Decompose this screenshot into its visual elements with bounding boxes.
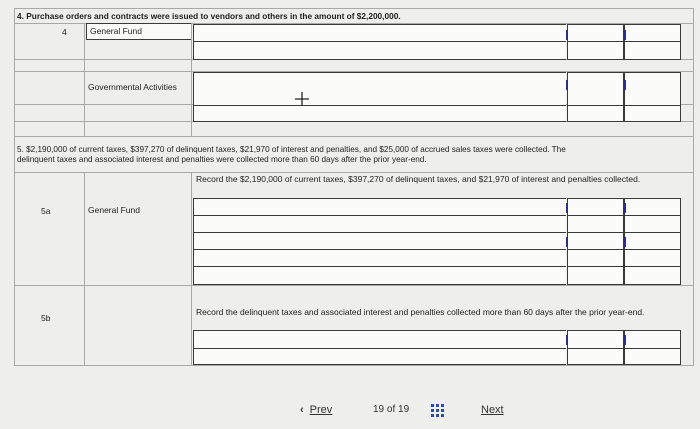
- q5a-credit-input-2[interactable]: [624, 215, 681, 233]
- next-label: Next: [481, 404, 504, 416]
- q4-credit-marker-1: [624, 30, 626, 40]
- q5b-debit-input-1[interactable]: [567, 330, 624, 349]
- grid-icon[interactable]: [431, 404, 444, 417]
- page-of-label: of: [386, 404, 396, 415]
- q5a-credit-input-3[interactable]: [624, 232, 681, 250]
- q5b-account-input-1[interactable]: [193, 330, 566, 349]
- page-indicator: [373, 404, 409, 415]
- q4-entry-number: 4: [62, 27, 67, 37]
- q5a-debit-input-5[interactable]: [567, 266, 624, 285]
- q4-gov-debit-marker: [566, 80, 568, 90]
- q5b-instruction: Record the delinquent taxes and associated interest and penalties collected more than 60 days after the prior year-end.: [196, 307, 645, 317]
- current-page: 19: [373, 404, 385, 415]
- q5a-account-input-1[interactable]: [193, 198, 566, 216]
- q4-header: 4. Purchase orders and contracts were issued to vendors and others in the amount of $2,200,000.: [17, 11, 401, 21]
- q5a-credit-input-4[interactable]: [624, 249, 681, 267]
- q4-gov-debit-input-2[interactable]: [567, 105, 624, 122]
- q4-fund-label: General Fund: [90, 26, 142, 36]
- q4-credit-input-2[interactable]: [624, 41, 681, 60]
- total-pages: 19: [398, 404, 410, 415]
- q5a-credit-marker-2: [624, 237, 626, 247]
- q4-fund-account[interactable]: [86, 23, 191, 40]
- q5a-credit-marker-1: [624, 203, 626, 213]
- q5b-entry-number: 5b: [41, 313, 51, 323]
- q5a-debit-marker-1: [566, 203, 568, 213]
- q5a-debit-input-3[interactable]: [567, 232, 624, 250]
- q5b-account-input-2[interactable]: [193, 348, 566, 365]
- q5a-debit-input-1[interactable]: [567, 198, 624, 216]
- chevron-left-icon: ‹: [300, 404, 304, 416]
- q4-debit-input-2[interactable]: [567, 41, 624, 60]
- q5a-account-input-5[interactable]: [193, 266, 566, 285]
- q4-gov-debit-input[interactable]: [567, 72, 624, 106]
- q4-debit-marker-1: [566, 30, 568, 40]
- q4-gov-account-input-2[interactable]: [193, 105, 566, 122]
- q5-header-line-1: 5. $2,190,000 of current taxes, $397,270 of delinquent taxes, $21,970 of interest and penalties, and $25,000 of accrued sales taxes were collected. The: [17, 145, 566, 154]
- q5b-credit-input-1[interactable]: [624, 330, 681, 349]
- q5a-fund-label: General Fund: [88, 205, 140, 215]
- q4-gov-account-input[interactable]: [193, 72, 566, 106]
- q5a-debit-input-2[interactable]: [567, 215, 624, 233]
- next-button[interactable]: [481, 404, 504, 416]
- q5a-debit-marker-2: [566, 237, 568, 247]
- q4-account-input-2[interactable]: [193, 41, 566, 60]
- q5a-account-input-3[interactable]: [193, 232, 566, 250]
- prev-button[interactable]: [300, 404, 332, 416]
- q4-gov-label: Governmental Activities: [88, 82, 177, 92]
- q5b-debit-marker: [566, 335, 568, 345]
- q5-header-line-2: delinquent taxes and associated interest and penalties were collected more than 60 days after the prior year-end.: [17, 155, 427, 164]
- q5b-debit-input-2[interactable]: [567, 348, 624, 365]
- q5a-account-input-2[interactable]: [193, 215, 566, 233]
- q5a-entry-number: 5a: [41, 206, 51, 216]
- q5a-credit-input-5[interactable]: [624, 266, 681, 285]
- q5a-debit-input-4[interactable]: [567, 249, 624, 267]
- prev-label: Prev: [309, 404, 333, 416]
- q4-gov-credit-marker: [624, 80, 626, 90]
- q5a-credit-input-1[interactable]: [624, 198, 681, 216]
- q5b-credit-marker: [624, 335, 626, 345]
- q4-gov-credit-input-2[interactable]: [624, 105, 681, 122]
- q5b-credit-input-2[interactable]: [624, 348, 681, 365]
- q5a-account-input-4[interactable]: [193, 249, 566, 267]
- q4-gov-credit-input[interactable]: [624, 72, 681, 106]
- q5a-instruction: Record the $2,190,000 of current taxes, $397,270 of delinquent taxes, and $21,970 of interest and penalties collected.: [196, 174, 641, 184]
